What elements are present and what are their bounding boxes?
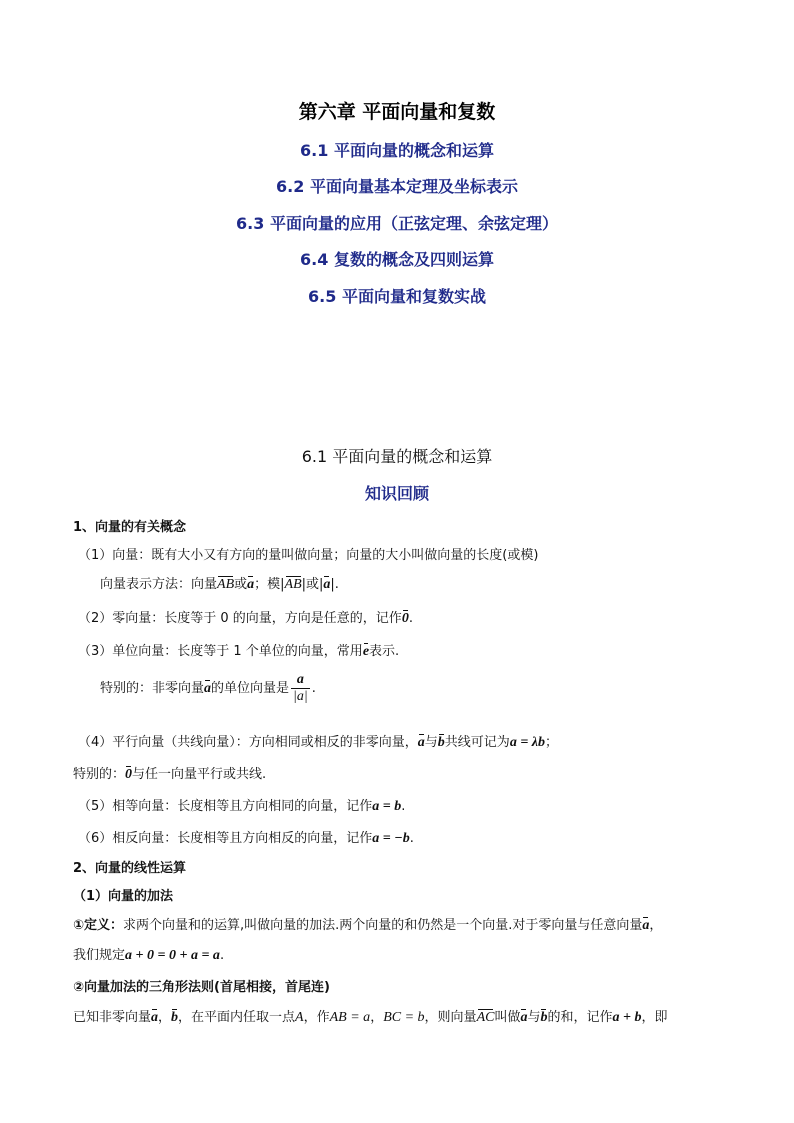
toc-item-6-3[interactable]: 6.3 平面向量的应用（正弦定理、余弦定理） <box>236 214 558 233</box>
item-4-special: 特别的：0与任一向量平行或共线. <box>73 767 267 782</box>
item-3-special: 特别的：非零向量a的单位向量是 $\frac{a}{|a|}$ . <box>100 672 316 704</box>
section-title: 6.1 平面向量的概念和运算 <box>301 447 493 466</box>
triangle-rule-title: ②向量加法的三角形法则(首尾相接，首尾连) <box>73 980 330 995</box>
part1-heading: 1、向量的有关概念 <box>73 520 187 535</box>
toc-item-6-2[interactable]: 6.2 平面向量基本定理及坐标表示 <box>276 177 518 196</box>
item-5: （5）相等向量：长度相等且方向相同的向量，记作a = b. <box>78 799 406 814</box>
unit-vector-fraction: $\frac{a}{|a|}$ <box>293 672 308 704</box>
section-subtitle: 知识回顾 <box>364 484 429 503</box>
addition-zero-rule: 我们规定a + 0 = 0 + a = a. <box>73 948 225 963</box>
item-1-notation: 向量表示方法：向量AB或a；模|AB|或|a|. <box>100 577 339 592</box>
item-3: （3）单位向量：长度等于 1 个单位的向量，常用e表示. <box>78 644 400 659</box>
toc-item-6-1[interactable]: 6.1 平面向量的概念和运算 <box>300 141 494 160</box>
item-2: （2）零向量：长度等于 0 的向量，方向是任意的，记作0. <box>78 611 413 626</box>
chapter-title: 第六章 平面向量和复数 <box>298 101 496 123</box>
toc-item-6-4[interactable]: 6.4 复数的概念及四则运算 <box>300 250 494 269</box>
item-4: （4）平行向量（共线向量）：方向相同或相反的非零向量，a与b共线可记为a = λb； <box>78 735 559 750</box>
addition-definition: ①定义：求两个向量和的运算,叫做向量的加法.两个向量的和仍然是一个向量.对于零向量与任意向量a， <box>73 918 663 933</box>
part2-sub1: （1）向量的加法 <box>73 889 174 904</box>
item-1-text: （1）向量：既有大小又有方向的量叫做向量；向量的大小叫做向量的长度(或模) <box>78 548 539 563</box>
triangle-rule-text: 已知非零向量a，b，在平面内任取一点A，作AB = a，BC = b，则向量AC叫做a与b的和，记作a + b，即 <box>73 1010 668 1025</box>
toc-item-6-5[interactable]: 6.5 平面向量和复数实战 <box>308 287 486 306</box>
part2-heading: 2、向量的线性运算 <box>73 861 187 876</box>
item-6: （6）相反向量：长度相等且方向相反的向量，记作a = −b. <box>78 831 414 846</box>
